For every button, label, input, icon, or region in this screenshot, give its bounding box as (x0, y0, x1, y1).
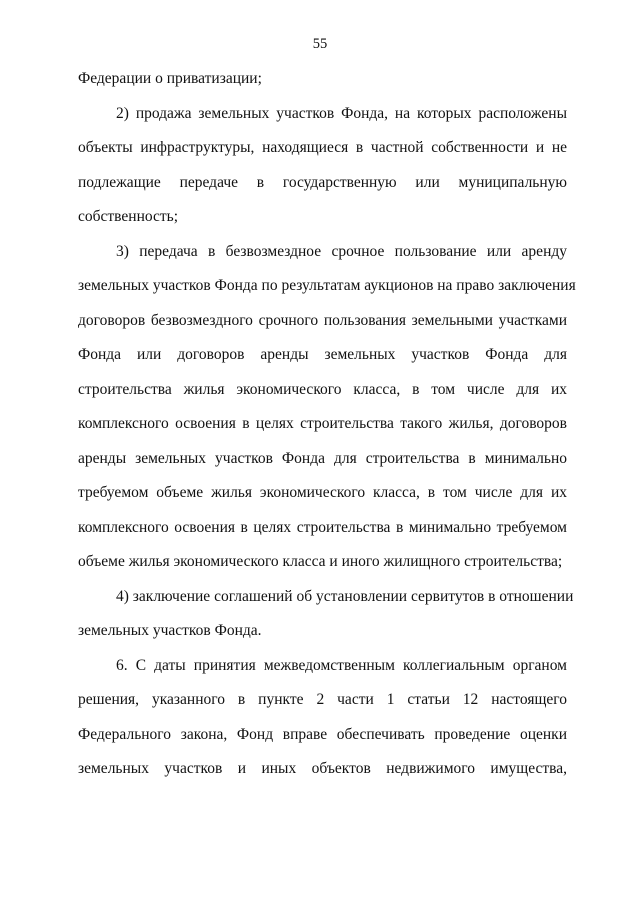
text-line: земельных участков Фонда. (78, 622, 262, 639)
text-line: собственность; (78, 208, 179, 225)
text-line: 3) передача в безвозмездное срочное пользование или аренду (116, 242, 567, 260)
text-line: подлежащие передаче в государственную или муниципальную (78, 173, 567, 191)
text-line: комплексного освоения в целях строительства такого жилья, договоров (78, 415, 567, 432)
text-line: Фонда или договоров аренды земельных участков Фонда для (78, 346, 567, 363)
text-line: объеме жилья экономического класса и иного жилищного строительства; (78, 553, 563, 570)
text-line: решения, указанного в пункте 2 части 1 статьи 12 настоящего (78, 691, 567, 708)
text-line: земельных участков и иных объектов недвижимого имущества, (78, 760, 567, 777)
text-line: 4) заключение соглашений об установлении сервитутов в отношении (116, 587, 574, 605)
text-line: Федерального закона, Фонд вправе обеспечивать проведение оценки (78, 725, 567, 743)
text-line: земельных участков Фонда по результатам аукционов на право заключения (78, 277, 576, 294)
page-number: 55 (312, 36, 328, 52)
text-line: аренды земельных участков Фонда для строительства в минимально (78, 449, 567, 467)
text-line: 6. С даты принятия межведомственным коллегиальным органом (116, 656, 567, 674)
document-body (78, 62, 576, 787)
text-line: требуемом объеме жилья экономического класса, в том числе для их (78, 484, 567, 501)
text-line: 2) продажа земельных участков Фонда, на которых расположены (116, 104, 567, 122)
text-line: строительства жилья экономического класса, в том числе для их (78, 380, 567, 398)
text-line: Федерации о приватизации; (78, 70, 262, 87)
text-line: комплексного освоения в целях строительства в минимально требуемом (78, 518, 567, 536)
text-line: объекты инфраструктуры, находящиеся в частной собственности и не (78, 139, 567, 156)
text-line: договоров безвозмездного срочного пользования земельными участками (78, 311, 567, 329)
